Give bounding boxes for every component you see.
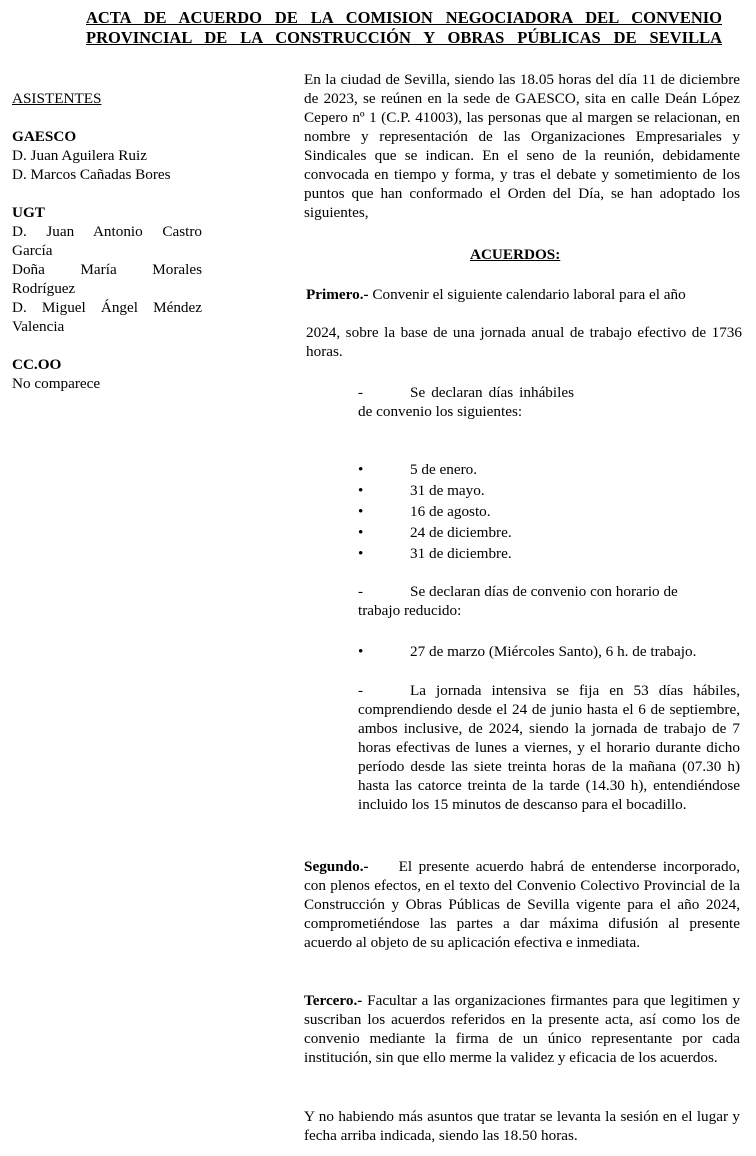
- ugt-member: D. Juan Antonio Castro: [12, 223, 202, 240]
- ccoo-note: No comparece: [12, 375, 101, 392]
- bullet-icon: •: [358, 482, 364, 499]
- list-item: • 24 de diciembre.: [358, 524, 512, 541]
- reducido-intro-text: Se declaran días de convenio con horario de trabajo reducido:: [358, 583, 678, 619]
- ccoo-group: [12, 355, 202, 393]
- primero-text-b: 2024, sobre la base de una jornada anual de trabajo efectivo de 1736 horas.: [306, 324, 742, 360]
- title-line-1: ACTA DE ACUERDO DE LA COMISION NEGOCIADORA DEL CONVENIO: [86, 8, 722, 27]
- dash-marker: -: [358, 384, 364, 401]
- ugt-member: D. Miguel Ángel Méndez: [12, 299, 202, 316]
- ugt-member: Doña María Morales: [12, 261, 202, 278]
- document-title: [86, 8, 722, 48]
- segundo-text: El presente acuerdo habrá de entenderse incorporado, con plenos efectos, en el texto del Convenio Colectivo Provincial de la Construcción y Obras Públicas de Sevilla vigente para el año 2024, comprometiéndose las partes a dar máxima difusión al presente acuerdo al objeto de su aplicación efectiva e inmediata.: [304, 858, 740, 951]
- inhabiles-intro-text: Se declaran días inhábiles de convenio los siguientes:: [358, 384, 574, 420]
- acuerdos-heading: ACUERDOS:: [470, 246, 561, 263]
- dash-marker: -: [358, 682, 364, 699]
- ugt-group: [12, 203, 202, 336]
- bullet-icon: •: [358, 461, 364, 478]
- title-line-2: PROVINCIAL DE LA CONSTRUCCIÓN Y OBRAS PÚBLICAS DE SEVILLA: [86, 28, 722, 47]
- list-item: • 31 de mayo.: [358, 482, 485, 499]
- ugt-member: Valencia: [12, 318, 65, 335]
- gaesco-label: GAESCO: [12, 128, 77, 145]
- bullet-icon: •: [358, 524, 364, 541]
- intro-paragraph: En la ciudad de Sevilla, siendo las 18.05 horas del día 11 de diciembre de 2023, se reúnen en la sede de GAESCO, sita en calle Deán López Cepero nº 1 (C.P. 41003), las personas que al margen se relacionan, en nombre y representación de las Organizaciones Empresariales y Sindicales que se indican. En el seno de la reunión, debidamente convocada en tiempo y forma, y tras el debate y sometimiento de los puntos que han conformado el Orden del Día, se han adoptado los siguientes,: [304, 71, 740, 221]
- dash-marker: -: [358, 583, 364, 600]
- bullet-icon: •: [358, 643, 364, 660]
- tercero-text: Facultar a las organizaciones firmantes para que legitimen y suscriban los acuerdos referidos en la presente acta, así como los de convenio mediante la firma de un único representante por cada institución, sin que ello merme la validez y eficacia de los acuerdos.: [304, 992, 740, 1066]
- segundo-label: Segundo.-: [304, 858, 369, 875]
- ugt-member: García: [12, 242, 53, 259]
- tercero-label: Tercero.-: [304, 992, 363, 1009]
- list-item: • 5 de enero.: [358, 461, 478, 478]
- list-item: • 27 de marzo (Miércoles Santo), 6 h. de trabajo.: [358, 643, 697, 660]
- inhabiles-intro: [358, 383, 574, 421]
- ugt-label: UGT: [12, 204, 45, 221]
- list-item: • 16 de agosto.: [358, 503, 491, 520]
- ccoo-label: CC.OO: [12, 356, 62, 373]
- primero-paragraph: [306, 285, 736, 304]
- ugt-member: Rodríguez: [12, 280, 76, 297]
- reducido-intro: [358, 582, 718, 620]
- closing-paragraph: Y no habiendo más asuntos que tratar se levanta la sesión en el lugar y fecha arriba indicada, siendo las 18.50 horas.: [304, 1108, 740, 1144]
- gaesco-member: D. Juan Aguilera Ruiz: [12, 147, 147, 164]
- intensiva-text: La jornada intensiva se fija en 53 días hábiles, comprendiendo desde el 24 de junio hasta el 6 de septiembre, ambos inclusive, de 2024, siendo la jornada de trabajo de 7 horas efectivas de lunes a viernes, y el horario durante dicho período desde las siete treinta horas de la mañana (07.30 h) hasta las catorce treinta de la tarde (14.30 h), entendiéndose incluido los 15 minutos de descanso para el bocadillo.: [358, 682, 740, 813]
- attendees-column: [12, 89, 202, 412]
- bullet-icon: •: [358, 503, 364, 520]
- gaesco-member: D. Marcos Cañadas Bores: [12, 166, 171, 183]
- gaesco-group: [12, 127, 202, 184]
- attendees-header: ASISTENTES: [12, 90, 102, 107]
- intensiva-paragraph: [358, 681, 740, 814]
- bullet-icon: •: [358, 545, 364, 562]
- tercero-paragraph: [304, 991, 740, 1067]
- primero-text-a: Convenir el siguiente calendario laboral para el año: [368, 286, 686, 303]
- list-item: • 31 de diciembre.: [358, 545, 512, 562]
- primero-label: Primero.-: [306, 286, 369, 303]
- segundo-paragraph: [304, 857, 740, 952]
